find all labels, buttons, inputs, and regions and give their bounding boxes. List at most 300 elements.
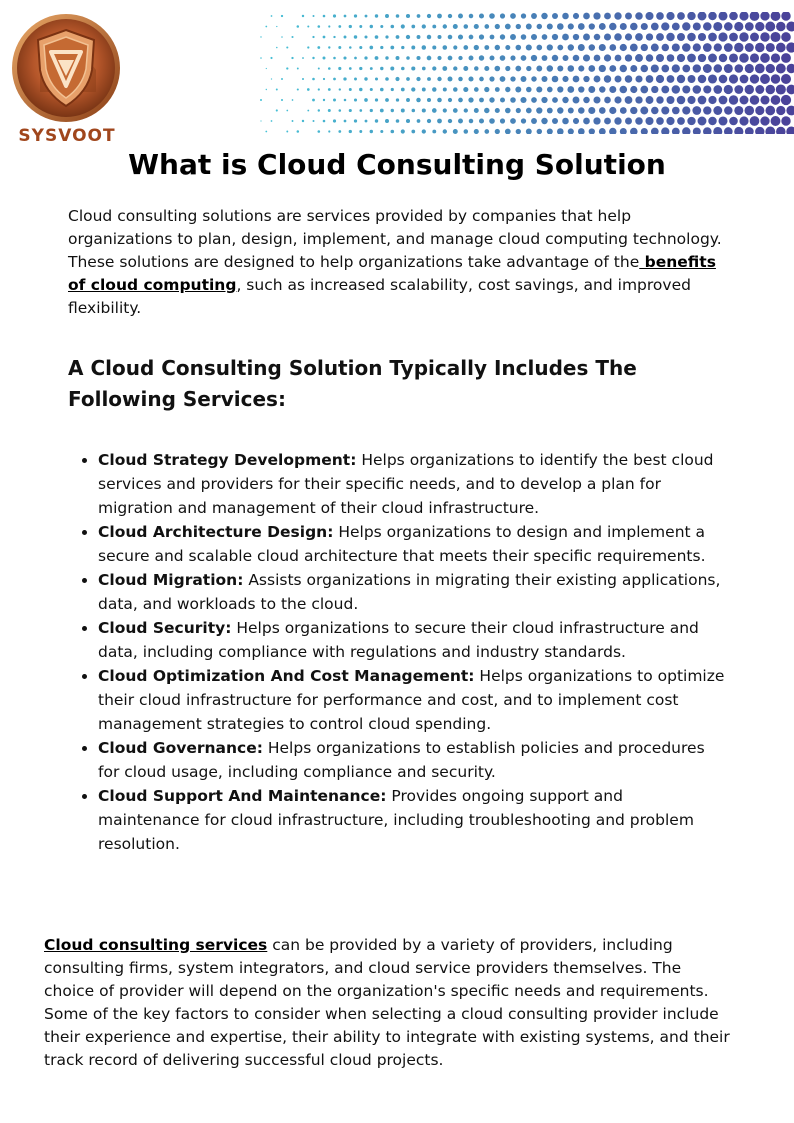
decorative-dot — [265, 131, 267, 133]
decorative-dot — [760, 116, 769, 125]
decorative-dot — [427, 119, 431, 123]
decorative-dot — [635, 75, 642, 82]
decorative-dot — [677, 96, 686, 105]
decorative-dot — [354, 119, 357, 122]
decorative-dot — [578, 23, 585, 30]
decorative-dot — [745, 106, 755, 116]
decorative-dot — [406, 14, 410, 18]
decorative-dot — [427, 14, 431, 18]
decorative-dot — [682, 86, 690, 94]
decorative-dot — [489, 76, 494, 81]
decorative-dot — [729, 95, 738, 104]
decorative-dot — [276, 89, 278, 91]
service-description: Provides ongoing support and maintenance for cloud infrastructure, including troubleshooting and problem resolution. — [98, 787, 694, 853]
decorative-dot — [271, 15, 273, 17]
decorative-dot — [641, 65, 649, 73]
service-item — [98, 736, 728, 784]
decorative-dot — [588, 86, 595, 93]
decorative-dot — [666, 12, 674, 20]
decorative-dot — [333, 14, 336, 17]
decorative-dot — [391, 25, 395, 29]
decorative-dot — [771, 12, 781, 21]
decorative-dot — [552, 76, 559, 83]
decorative-dot — [437, 56, 441, 60]
decorative-dot — [474, 66, 479, 71]
outro-text: can be provided by a variety of providers, including consulting firms, system integrators, and cloud service providers themselves. The choice of provider will depend on the organization's specific needs and requirements. Some of the key factors to consider when selecting a cloud consulting provider include their experience and expertise, their ability to integrate with existing systems, and their track record of delivering successful cloud projects. — [44, 936, 730, 1069]
decorative-dot — [448, 14, 452, 18]
decorative-dot — [568, 44, 574, 50]
decorative-dot — [557, 45, 563, 51]
decorative-dot — [724, 43, 733, 52]
decorative-dot — [464, 24, 469, 29]
decorative-dot — [593, 96, 600, 103]
decorative-dot — [484, 87, 489, 92]
decorative-dot — [312, 99, 315, 102]
decorative-dot — [573, 55, 580, 62]
decorative-dot — [406, 35, 410, 39]
decorative-dot — [438, 35, 442, 39]
decorative-dot — [375, 98, 378, 101]
decorative-dot — [734, 106, 743, 115]
decorative-dot — [781, 53, 791, 63]
decorative-dot — [729, 74, 738, 83]
decorative-dot — [526, 129, 532, 134]
decorative-dot — [391, 130, 395, 134]
decorative-dot — [396, 119, 400, 123]
decorative-dot — [354, 35, 357, 38]
decorative-dot — [343, 77, 346, 80]
decorative-dot — [318, 109, 320, 111]
decorative-dot — [719, 54, 727, 62]
decorative-dot — [443, 129, 447, 133]
decorative-dot — [677, 117, 685, 125]
decorative-dot — [495, 45, 500, 50]
decorative-dot — [411, 25, 415, 29]
decorative-dot — [599, 23, 606, 30]
decorative-dot — [562, 97, 568, 103]
decorative-dot — [609, 23, 616, 30]
decorative-dot — [771, 95, 781, 105]
decorative-dot — [385, 77, 389, 81]
decorative-dot — [765, 127, 775, 134]
decorative-dot — [526, 24, 532, 30]
decorative-dot — [698, 117, 707, 126]
decorative-dot — [635, 54, 643, 62]
decorative-dot — [328, 88, 331, 91]
decorative-dot — [328, 109, 331, 112]
decorative-dot — [708, 33, 717, 42]
decorative-dot — [542, 55, 548, 61]
decorative-dot — [547, 87, 553, 93]
decorative-dot — [640, 86, 648, 94]
decorative-dot — [578, 128, 585, 134]
decorative-dot — [661, 86, 669, 94]
decorative-dot — [416, 77, 420, 81]
decorative-dot — [729, 53, 738, 62]
decorative-dot — [609, 86, 616, 93]
decorative-dot — [443, 24, 447, 28]
decorative-dot — [307, 46, 309, 48]
decorative-dot — [692, 106, 701, 115]
decorative-dot — [745, 127, 754, 134]
decorative-dot — [589, 23, 595, 29]
decorative-dot — [500, 98, 505, 103]
decorative-dot — [760, 53, 770, 63]
decorative-dot — [588, 65, 595, 72]
decorative-dot — [703, 106, 711, 114]
decorative-dot — [687, 54, 696, 63]
decorative-dot — [432, 66, 436, 70]
decorative-dot — [328, 130, 330, 132]
decorative-dot — [719, 96, 728, 105]
decorative-dot — [713, 106, 722, 115]
decorative-dot — [427, 98, 431, 102]
decorative-dot — [698, 54, 706, 62]
decorative-dot — [740, 96, 749, 105]
decorative-dot — [578, 107, 585, 114]
decorative-dot — [375, 35, 379, 39]
decorative-dot — [307, 110, 309, 112]
decorative-dot — [630, 44, 638, 52]
intro-text: Cloud consulting solutions are services provided by companies that help organizations to plan, design, implement, and manage cloud computing technology. These solutions are designed to help organizations take advantage of the — [68, 207, 722, 271]
service-name: Cloud Migration: — [98, 571, 244, 589]
decorative-dot — [724, 64, 733, 73]
decorative-dot — [458, 119, 463, 124]
decorative-dot — [703, 43, 712, 52]
cloud-consulting-services-link[interactable]: Cloud consulting services — [44, 936, 268, 954]
decorative-dot — [776, 22, 785, 31]
decorative-dot — [583, 34, 590, 41]
decorative-dot — [401, 67, 405, 71]
decorative-dot — [641, 128, 648, 134]
service-name: Cloud Optimization And Cost Management: — [98, 667, 475, 685]
decorative-dot — [411, 46, 415, 50]
decorative-dot — [552, 13, 558, 19]
decorative-dot — [380, 88, 384, 92]
decorative-dot — [510, 97, 516, 103]
decorative-dot — [552, 34, 558, 40]
decorative-dot — [406, 56, 410, 60]
dot-pattern-decoration — [258, 12, 794, 134]
decorative-dot — [588, 107, 595, 114]
decorative-dot — [375, 77, 378, 80]
decorative-dot — [448, 77, 453, 82]
decorative-dot — [495, 129, 500, 134]
decorative-dot — [734, 85, 743, 94]
decorative-dot — [359, 46, 362, 49]
service-description: Helps organizations to design and implement a secure and scalable cloud architecture that meets their specific requirements. — [98, 523, 706, 565]
decorative-dot — [656, 117, 664, 125]
decorative-dot — [370, 67, 373, 70]
decorative-dot — [531, 118, 537, 124]
decorative-dot — [443, 108, 447, 112]
decorative-dot — [323, 78, 325, 80]
decorative-dot — [464, 108, 468, 112]
decorative-dot — [687, 96, 695, 104]
decorative-dot — [651, 44, 659, 52]
decorative-dot — [536, 107, 542, 113]
decorative-dot — [786, 42, 794, 52]
decorative-dot — [677, 33, 685, 41]
decorative-dot — [286, 46, 288, 48]
service-item — [98, 664, 728, 736]
decorative-dot — [484, 108, 489, 113]
decorative-dot — [474, 24, 479, 29]
decorative-dot — [401, 24, 405, 28]
decorative-dot — [490, 35, 495, 40]
decorative-dot — [380, 67, 383, 70]
decorative-dot — [589, 128, 595, 134]
decorative-dot — [661, 127, 669, 134]
decorative-dot — [338, 130, 341, 133]
decorative-dot — [344, 120, 347, 123]
decorative-dot — [552, 55, 558, 61]
decorative-dot — [651, 23, 659, 31]
decorative-dot — [328, 25, 330, 27]
decorative-dot — [583, 13, 590, 20]
decorative-dot — [489, 55, 494, 60]
decorative-dot — [317, 25, 320, 28]
decorative-dot — [411, 66, 415, 70]
decorative-dot — [458, 34, 463, 39]
decorative-dot — [422, 129, 426, 133]
decorative-dot — [614, 117, 621, 124]
decorative-dot — [693, 23, 701, 31]
service-description: Helps organizations to optimize their cloud infrastructure for performance and cost, and to implement cost management strategies to control cloud spending. — [98, 667, 725, 733]
decorative-dot — [781, 32, 791, 42]
decorative-dot — [474, 129, 479, 134]
decorative-dot — [667, 75, 675, 83]
decorative-dot — [521, 118, 526, 123]
decorative-dot — [718, 12, 727, 21]
decorative-dot — [771, 74, 780, 83]
decorative-dot — [339, 109, 342, 112]
decorative-dot — [359, 88, 362, 91]
decorative-dot — [484, 129, 489, 134]
decorative-dot — [615, 76, 622, 83]
decorative-dot — [312, 78, 315, 81]
decorative-dot — [380, 109, 384, 113]
decorative-dot — [536, 86, 542, 92]
decorative-dot — [750, 95, 760, 105]
decorative-dot — [463, 66, 468, 71]
decorative-dot — [448, 56, 453, 61]
decorative-dot — [562, 34, 569, 41]
decorative-dot — [573, 76, 580, 83]
decorative-dot — [541, 13, 547, 19]
decorative-dot — [620, 44, 627, 51]
decorative-dot — [469, 14, 474, 19]
decorative-dot — [630, 23, 638, 31]
decorative-dot — [375, 14, 378, 17]
decorative-dot — [292, 99, 294, 101]
decorative-dot — [766, 85, 776, 95]
decorative-dot — [604, 13, 611, 20]
decorative-dot — [302, 15, 304, 17]
decorative-dot — [385, 14, 389, 18]
decorative-dot — [302, 57, 304, 59]
decorative-dot — [594, 55, 601, 62]
service-name: Cloud Governance: — [98, 739, 263, 757]
decorative-dot — [318, 88, 320, 90]
decorative-dot — [786, 21, 794, 31]
decorative-dot — [620, 128, 627, 134]
decorative-dot — [505, 129, 511, 134]
decorative-dot — [270, 57, 272, 59]
logo-wordmark: SYSVOOT — [18, 126, 116, 146]
decorative-dot — [291, 57, 293, 59]
decorative-dot — [526, 66, 531, 71]
decorative-dot — [354, 78, 357, 81]
decorative-dot — [297, 88, 299, 90]
decorative-dot — [464, 129, 469, 134]
decorative-dot — [583, 76, 589, 82]
decorative-dot — [656, 75, 664, 83]
decorative-dot — [620, 23, 627, 30]
decorative-dot — [411, 130, 415, 134]
decorative-dot — [448, 119, 452, 123]
decorative-dot — [302, 78, 304, 80]
decorative-dot — [547, 23, 553, 29]
decorative-dot — [365, 15, 368, 18]
decorative-dot — [562, 118, 569, 125]
decorative-dot — [713, 127, 722, 134]
decorative-dot — [739, 32, 748, 41]
decorative-dot — [708, 74, 717, 83]
decorative-dot — [417, 14, 421, 18]
decorative-dot — [406, 119, 410, 123]
decorative-dot — [547, 128, 553, 134]
service-name: Cloud Strategy Development: — [98, 451, 357, 469]
decorative-dot — [505, 66, 510, 71]
service-name: Cloud Support And Maintenance: — [98, 787, 387, 805]
decorative-dot — [323, 57, 326, 60]
decorative-dot — [568, 65, 575, 72]
decorative-dot — [427, 35, 431, 39]
decorative-dot — [787, 64, 794, 73]
decorative-dot — [729, 33, 738, 42]
decorative-dot — [677, 54, 685, 62]
decorative-dot — [323, 120, 326, 123]
decorative-dot — [510, 118, 516, 124]
decorative-dot — [479, 77, 484, 82]
decorative-dot — [541, 118, 547, 124]
decorative-dot — [516, 108, 521, 113]
decorative-dot — [474, 87, 479, 92]
decorative-dot — [620, 86, 628, 94]
decorative-dot — [625, 118, 632, 125]
decorative-dot — [687, 12, 695, 20]
decorative-dot — [432, 130, 436, 134]
decorative-dot — [593, 12, 600, 19]
decorative-dot — [693, 64, 701, 72]
decorative-dot — [495, 24, 500, 29]
decorative-dot — [453, 129, 458, 134]
decorative-dot — [563, 55, 569, 61]
decorative-dot — [432, 25, 436, 29]
decorative-dot — [297, 68, 299, 70]
decorative-dot — [395, 77, 399, 81]
decorative-dot — [531, 55, 537, 61]
decorative-dot — [599, 107, 606, 114]
decorative-dot — [494, 66, 500, 72]
decorative-dot — [645, 117, 653, 125]
decorative-dot — [682, 65, 690, 73]
decorative-dot — [276, 109, 278, 111]
decorative-dot — [521, 13, 526, 18]
decorative-dot — [474, 108, 479, 113]
decorative-dot — [573, 34, 579, 40]
decorative-dot — [714, 43, 722, 51]
decorative-dot — [500, 118, 505, 123]
decorative-dot — [453, 24, 458, 29]
decorative-dot — [453, 108, 458, 113]
decorative-dot — [375, 56, 379, 60]
decorative-dot — [615, 55, 622, 62]
decorative-dot — [479, 34, 484, 39]
decorative-dot — [354, 98, 357, 101]
decorative-dot — [495, 87, 500, 92]
decorative-dot — [599, 65, 606, 72]
decorative-dot — [437, 14, 442, 19]
decorative-dot — [359, 25, 362, 28]
decorative-dot — [770, 32, 780, 42]
decorative-dot — [521, 34, 527, 40]
decorative-dot — [265, 26, 267, 28]
decorative-dot — [489, 97, 494, 102]
decorative-dot — [687, 117, 695, 125]
decorative-dot — [500, 13, 505, 18]
decorative-dot — [625, 54, 632, 61]
decorative-dot — [646, 54, 654, 62]
decorative-dot — [443, 45, 448, 50]
decorative-dot — [364, 98, 368, 102]
decorative-dot — [625, 75, 633, 83]
decorative-dot — [339, 88, 341, 90]
decorative-dot — [474, 45, 479, 50]
decorative-dot — [609, 107, 616, 114]
decorative-dot — [625, 96, 633, 104]
service-item — [98, 568, 728, 616]
decorative-dot — [698, 12, 707, 20]
decorative-dot — [531, 13, 537, 19]
decorative-dot — [547, 65, 553, 71]
decorative-dot — [578, 44, 585, 51]
decorative-dot — [401, 46, 404, 49]
decorative-dot — [646, 96, 654, 104]
decorative-dot — [724, 127, 733, 134]
decorative-dot — [771, 116, 781, 126]
decorative-dot — [515, 66, 521, 72]
decorative-dot — [708, 54, 717, 63]
decorative-dot — [505, 87, 510, 92]
decorative-dot — [713, 22, 722, 31]
decorative-dot — [437, 119, 442, 124]
decorative-dot — [750, 53, 759, 62]
service-name: Cloud Architecture Design: — [98, 523, 334, 541]
decorative-dot — [656, 54, 664, 62]
decorative-dot — [281, 99, 283, 101]
decorative-dot — [349, 67, 352, 70]
decorative-dot — [708, 12, 716, 20]
decorative-dot — [651, 107, 659, 115]
service-description: Helps organizations to secure their cloud infrastructure and data, including compliance with regulations and industry standards. — [98, 619, 699, 661]
benefits-of-cloud-computing-link[interactable]: benefits of cloud computing — [68, 253, 716, 294]
decorative-dot — [547, 44, 553, 50]
decorative-dot — [401, 129, 405, 133]
decorative-dot — [510, 76, 515, 81]
decorative-dot — [698, 96, 707, 105]
